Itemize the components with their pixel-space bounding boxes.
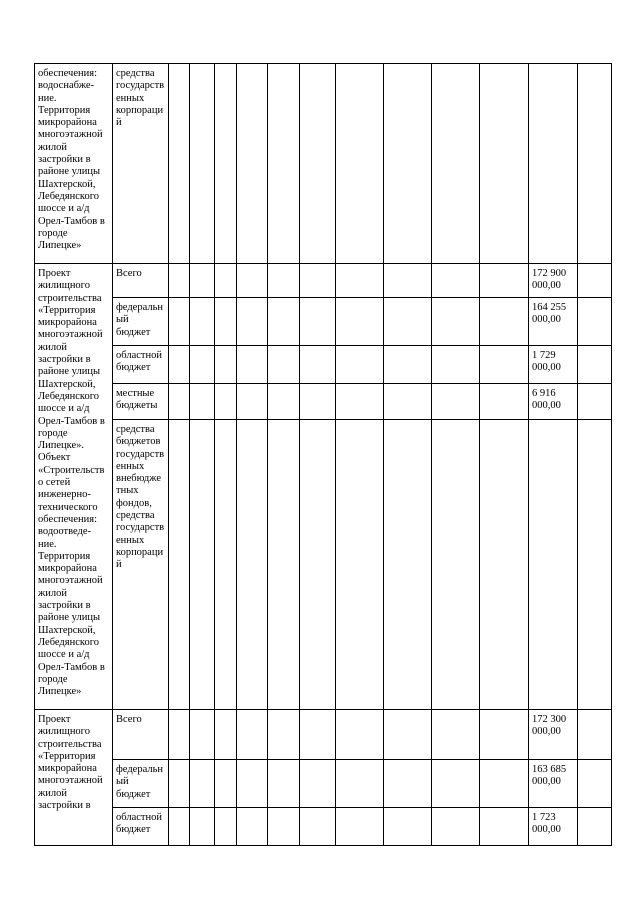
- empty-cell: [190, 710, 215, 760]
- empty-cell: [237, 264, 268, 298]
- empty-cell: [190, 64, 215, 264]
- empty-cell: [578, 298, 612, 346]
- table-row: [35, 710, 612, 760]
- funding-source-cell: средства государств енных корпораци й: [113, 64, 169, 264]
- empty-cell: [190, 420, 215, 710]
- empty-cell: [237, 710, 268, 760]
- table-row: [35, 298, 612, 346]
- empty-cell: [237, 64, 268, 264]
- empty-cell: [432, 64, 480, 264]
- empty-cell: [480, 710, 529, 760]
- empty-cell: [169, 384, 190, 420]
- empty-cell: [300, 264, 336, 298]
- empty-cell: [480, 808, 529, 846]
- empty-cell: [300, 384, 336, 420]
- empty-cell: [336, 346, 384, 384]
- empty-cell: [432, 384, 480, 420]
- funding-source-cell: средства бюджетов государств енных внебюдже тных фондов, средства государств енных корпораци й: [113, 420, 169, 710]
- empty-cell: [268, 420, 300, 710]
- empty-cell: [300, 298, 336, 346]
- empty-cell: [237, 760, 268, 808]
- empty-cell: [215, 264, 237, 298]
- empty-cell: [215, 64, 237, 264]
- empty-cell: [268, 264, 300, 298]
- funding-source-cell: Всего: [113, 264, 169, 298]
- empty-cell: [300, 760, 336, 808]
- table-row: [35, 384, 612, 420]
- empty-cell: [169, 264, 190, 298]
- empty-cell: [190, 808, 215, 846]
- empty-cell: [432, 760, 480, 808]
- empty-cell: [169, 760, 190, 808]
- empty-cell: [336, 710, 384, 760]
- empty-cell: [215, 420, 237, 710]
- empty-cell: [169, 346, 190, 384]
- empty-cell: [215, 346, 237, 384]
- budget-table: [34, 63, 612, 846]
- empty-cell: [237, 808, 268, 846]
- empty-cell: [268, 64, 300, 264]
- empty-cell: [384, 808, 432, 846]
- empty-cell: [384, 420, 432, 710]
- table-row: [35, 760, 612, 808]
- table-row: [35, 346, 612, 384]
- table-body: [35, 64, 612, 846]
- table-row: [35, 420, 612, 710]
- empty-cell: [300, 808, 336, 846]
- project-name-cell: Проект жилищного строительства «Территория микрорайона многоэтажной жилой застройки в районе улицы Шахтерской, Лебедянского шоссе и а/д Орел-Тамбов в городе Липецке». Объект «Строительств о сетей инженерно- технического обеспечения: водоотведе- ние. Территория микрорайона многоэтажной жилой застройки в районе улицы Шахтерской, Лебедянского шоссе и а/д Орел-Тамбов в городе Липецке»: [35, 264, 113, 710]
- empty-cell: [432, 298, 480, 346]
- empty-cell: [384, 64, 432, 264]
- amount-cell: 163 685 000,00: [529, 760, 578, 808]
- empty-cell: [578, 420, 612, 710]
- funding-source-cell: областной бюджет: [113, 808, 169, 846]
- empty-cell: [480, 420, 529, 710]
- empty-cell: [237, 384, 268, 420]
- empty-cell: [336, 808, 384, 846]
- empty-cell: [384, 298, 432, 346]
- empty-cell: [480, 298, 529, 346]
- empty-cell: [384, 346, 432, 384]
- empty-cell: [480, 346, 529, 384]
- empty-cell: [384, 264, 432, 298]
- empty-cell: [480, 384, 529, 420]
- empty-cell: [336, 264, 384, 298]
- empty-cell: [268, 384, 300, 420]
- project-name-cell: Проект жилищного строительства «Территория микрорайона многоэтажной жилой застройки в: [35, 710, 113, 846]
- table-row: [35, 264, 612, 298]
- empty-cell: [432, 420, 480, 710]
- amount-cell: 1 723 000,00: [529, 808, 578, 846]
- empty-cell: [384, 710, 432, 760]
- empty-cell: [268, 760, 300, 808]
- empty-cell: [215, 384, 237, 420]
- empty-cell: [384, 760, 432, 808]
- empty-cell: [268, 808, 300, 846]
- empty-cell: [169, 710, 190, 760]
- project-name-cell: обеспечения: водоснабже- ние. Территория микрорайона многоэтажной жилой застройки в районе улицы Шахтерской, Лебедянского шоссе и а/д Орел-Тамбов в городе Липецке»: [35, 64, 113, 264]
- empty-cell: [432, 808, 480, 846]
- empty-cell: [237, 298, 268, 346]
- amount-cell: 164 255 000,00: [529, 298, 578, 346]
- amount-cell: 1 729 000,00: [529, 346, 578, 384]
- empty-cell: [169, 420, 190, 710]
- empty-cell: [215, 808, 237, 846]
- empty-cell: [169, 298, 190, 346]
- empty-cell: [300, 64, 336, 264]
- empty-cell: [190, 264, 215, 298]
- empty-cell: [578, 760, 612, 808]
- empty-cell: [300, 710, 336, 760]
- empty-cell: [384, 384, 432, 420]
- funding-source-cell: Всего: [113, 710, 169, 760]
- empty-cell: [237, 420, 268, 710]
- empty-cell: [190, 760, 215, 808]
- amount-cell: 6 916 000,00: [529, 384, 578, 420]
- empty-cell: [268, 298, 300, 346]
- empty-cell: [578, 264, 612, 298]
- empty-cell: [336, 420, 384, 710]
- funding-source-cell: областной бюджет: [113, 346, 169, 384]
- empty-cell: [169, 64, 190, 264]
- empty-cell: [215, 760, 237, 808]
- empty-cell: [336, 64, 384, 264]
- amount-cell: 172 300 000,00: [529, 710, 578, 760]
- empty-cell: [578, 346, 612, 384]
- empty-cell: [336, 384, 384, 420]
- funding-source-cell: местные бюджеты: [113, 384, 169, 420]
- empty-cell: [190, 384, 215, 420]
- empty-cell: [578, 64, 612, 264]
- empty-cell: [578, 710, 612, 760]
- empty-cell: [480, 760, 529, 808]
- table-row: [35, 64, 612, 264]
- empty-cell: [237, 346, 268, 384]
- empty-cell: [268, 710, 300, 760]
- empty-cell: [432, 346, 480, 384]
- empty-cell: [300, 346, 336, 384]
- empty-cell: [480, 264, 529, 298]
- empty-cell: [300, 420, 336, 710]
- table-row: [35, 808, 612, 846]
- funding-source-cell: федеральн ый бюджет: [113, 760, 169, 808]
- amount-cell: [529, 64, 578, 264]
- empty-cell: [432, 710, 480, 760]
- empty-cell: [432, 264, 480, 298]
- empty-cell: [578, 384, 612, 420]
- amount-cell: 172 900 000,00: [529, 264, 578, 298]
- empty-cell: [215, 710, 237, 760]
- empty-cell: [480, 64, 529, 264]
- funding-source-cell: федеральн ый бюджет: [113, 298, 169, 346]
- empty-cell: [578, 808, 612, 846]
- empty-cell: [215, 298, 237, 346]
- empty-cell: [268, 346, 300, 384]
- empty-cell: [169, 808, 190, 846]
- empty-cell: [336, 298, 384, 346]
- empty-cell: [336, 760, 384, 808]
- empty-cell: [190, 298, 215, 346]
- empty-cell: [190, 346, 215, 384]
- amount-cell: [529, 420, 578, 710]
